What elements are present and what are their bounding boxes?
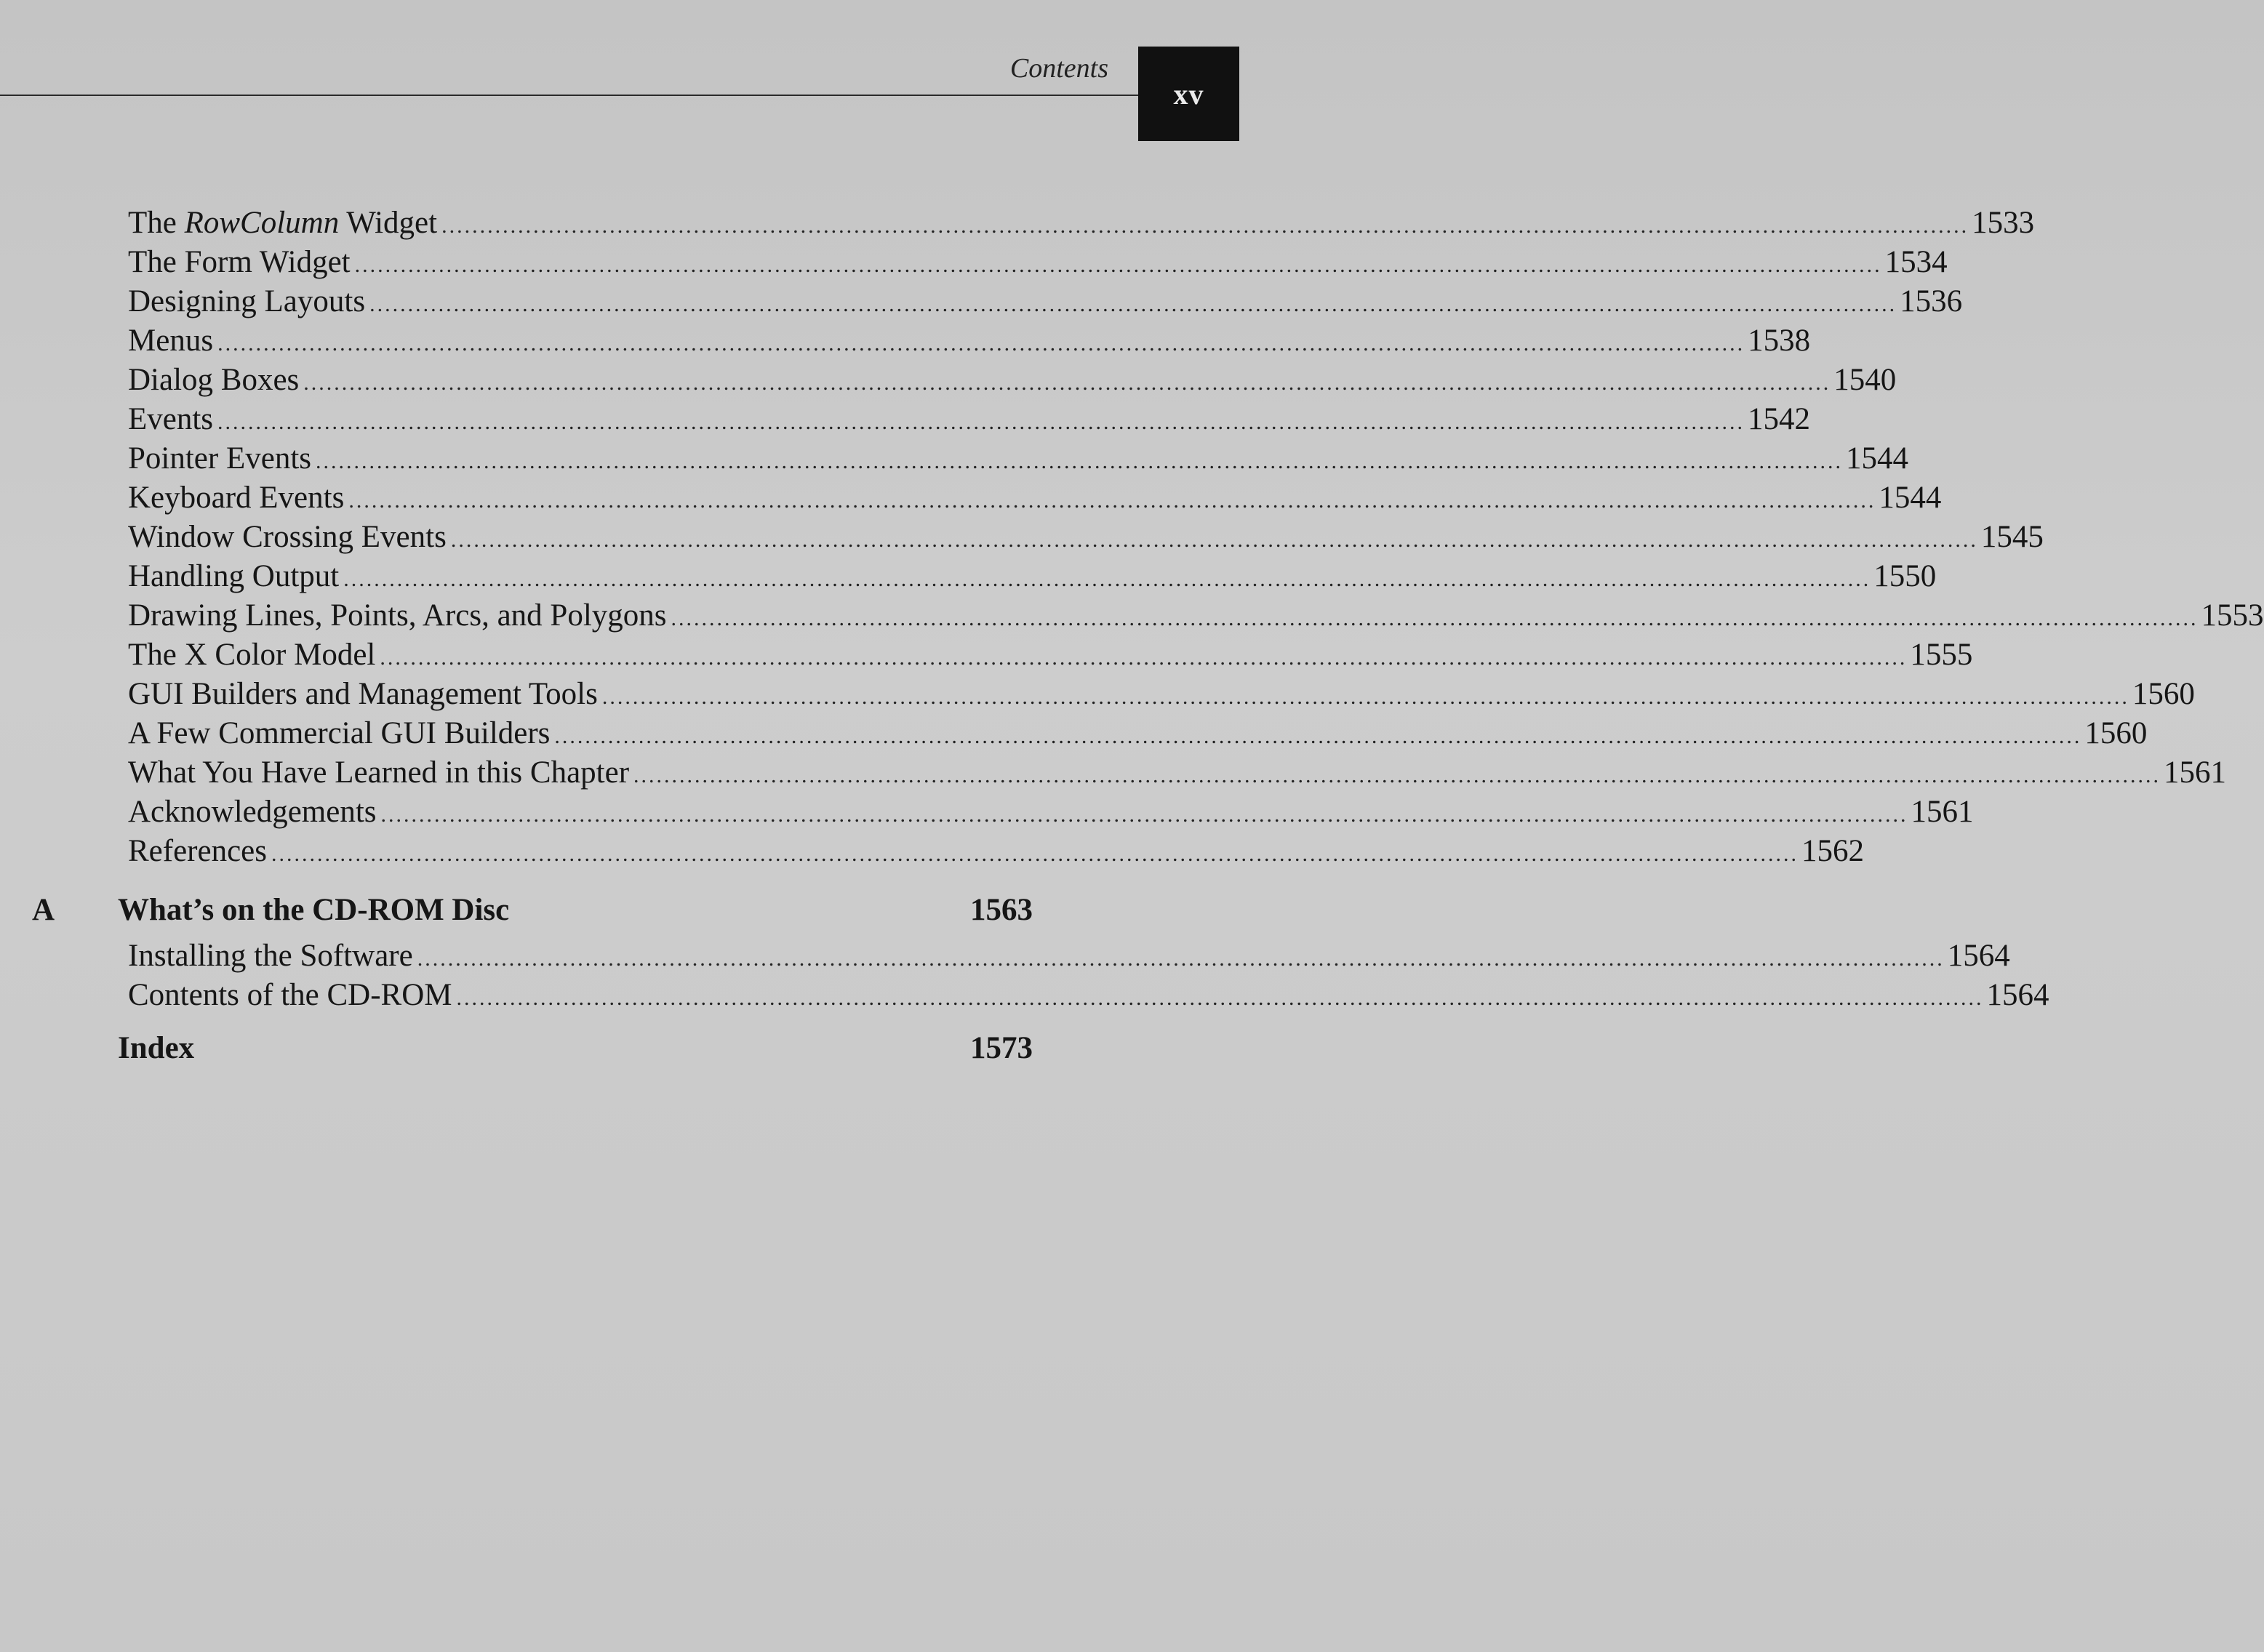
- dot-leader: ........................................................................................................................................................................................................: [633, 763, 2161, 787]
- dot-leader: ........................................................................................................................................................................................................: [417, 947, 1945, 971]
- toc-entry[interactable]: [128, 243, 1948, 282]
- toc-entry-title: GUI Builders and Management Tools: [128, 677, 598, 711]
- appendix-title: What’s on the CD-ROM Disc: [118, 893, 510, 927]
- dot-leader: ........................................................................................................................................................................................................: [450, 528, 1978, 552]
- toc-entry-page: 1534: [1884, 245, 1948, 279]
- toc-entry-title: Installing the Software: [128, 939, 413, 973]
- toc-entry-page: 1561: [1911, 795, 1974, 829]
- header-rule: [0, 95, 1138, 96]
- toc-entry[interactable]: [128, 976, 2049, 1015]
- toc-entry-title: Designing Layouts: [128, 284, 366, 318]
- dot-leader: ........................................................................................................................................................................................................: [380, 646, 1908, 670]
- appendix-letter: A: [32, 893, 55, 927]
- dot-leader: ........................................................................................................................................................................................................: [217, 410, 1745, 434]
- index-heading[interactable]: [0, 1027, 1033, 1070]
- toc-entry-page: 1540: [1833, 363, 1897, 397]
- dot-leader: ........................................................................................................................................................................................................: [441, 214, 1969, 238]
- page-number: xv: [1173, 77, 1204, 111]
- toc-entry-page: 1545: [1980, 520, 2044, 554]
- dot-leader: ........................................................................................................................................................................................................: [671, 606, 2199, 630]
- toc-entry-title: References: [128, 834, 267, 868]
- toc-entry-title: Handling Output: [128, 559, 340, 593]
- toc-entry[interactable]: [128, 204, 2035, 243]
- dot-leader: ........................................................................................................................................................................................................: [303, 371, 1831, 395]
- toc-entry-page: 1564: [1986, 978, 2049, 1012]
- dot-leader: ........................................................................................................................................................................................................: [456, 986, 1984, 1010]
- toc-entry-title: Dialog Boxes: [128, 363, 300, 397]
- toc-entry-page: 1538: [1748, 324, 1811, 358]
- toc-entry[interactable]: [128, 478, 1942, 518]
- toc-entry[interactable]: [128, 635, 1973, 675]
- toc-entry-page: 1542: [1748, 402, 1811, 436]
- toc-entry-page: 1544: [1879, 481, 1942, 515]
- toc-entry-page: 1562: [1801, 834, 1864, 868]
- toc-entry-title: The RowColumn Widget: [128, 206, 438, 240]
- toc-entry[interactable]: [128, 439, 1908, 478]
- toc-entry-title: Drawing Lines, Points, Arcs, and Polygons: [128, 598, 667, 633]
- toc-entry[interactable]: [128, 793, 1974, 832]
- toc-entry-title: A Few Commercial GUI Builders: [128, 716, 551, 750]
- toc-entry-title: Menus: [128, 324, 214, 358]
- dot-leader: ........................................................................................................................................................................................................: [380, 803, 1908, 827]
- appendix-page: 1563: [970, 893, 1033, 927]
- dot-leader: ........................................................................................................................................................................................................: [354, 253, 1882, 277]
- toc-entry-title: The Form Widget: [128, 245, 351, 279]
- toc-entry-title: Events: [128, 402, 214, 436]
- toc-entry-page: 1561: [2164, 755, 2227, 790]
- toc-entry[interactable]: [128, 937, 2010, 976]
- toc-entry[interactable]: [128, 321, 1811, 361]
- toc-entry-title: Pointer Events: [128, 441, 311, 476]
- toc-entry-title: Acknowledgements: [128, 795, 377, 829]
- toc-entry[interactable]: [128, 557, 1937, 596]
- toc-entry-page: 1564: [1947, 939, 2010, 973]
- toc-entry[interactable]: [128, 400, 1811, 439]
- toc-entry[interactable]: [128, 714, 2148, 753]
- toc-entry-page: 1555: [1910, 638, 1973, 672]
- page-number-tab: [1138, 47, 1239, 141]
- toc-entry-page: 1550: [1873, 559, 1937, 593]
- index-page: 1573: [970, 1031, 1033, 1065]
- toc-entry[interactable]: [128, 282, 1963, 321]
- toc-entry-page: 1533: [1972, 206, 2035, 240]
- appendix-heading[interactable]: [0, 889, 1033, 932]
- dot-leader: ........................................................................................................................................................................................................: [217, 332, 1745, 356]
- toc-entry[interactable]: [128, 596, 2264, 635]
- toc-entry-page: 1553: [2201, 598, 2264, 633]
- dot-leader: ........................................................................................................................................................................................................: [343, 567, 1871, 591]
- toc-entry-title: Contents of the CD-ROM: [128, 978, 452, 1012]
- toc-entry[interactable]: [128, 361, 1897, 400]
- dot-leader: ........................................................................................................................................................................................................: [601, 685, 2129, 709]
- toc-entry-title: What You Have Learned in this Chapter: [128, 755, 630, 790]
- index-title: Index: [118, 1031, 195, 1065]
- toc-entry-title: Window Crossing Events: [128, 520, 447, 554]
- toc-entry-title: Keyboard Events: [128, 481, 345, 515]
- dot-leader: ........................................................................................................................................................................................................: [316, 449, 1843, 473]
- dot-leader: ........................................................................................................................................................................................................: [271, 842, 1799, 866]
- toc-entry-page: 1560: [2132, 677, 2195, 711]
- toc-entry[interactable]: [128, 518, 2044, 557]
- dot-leader: ........................................................................................................................................................................................................: [348, 489, 1876, 513]
- toc-entry[interactable]: [128, 675, 2195, 714]
- toc-entry[interactable]: [128, 753, 2227, 793]
- toc-entry-page: 1560: [2084, 716, 2148, 750]
- dot-leader: ........................................................................................................................................................................................................: [554, 724, 2082, 748]
- toc-entry-title: The X Color Model: [128, 638, 376, 672]
- toc-entry[interactable]: [128, 832, 1864, 871]
- toc-entry-page: 1536: [1900, 284, 1963, 318]
- dot-leader: ........................................................................................................................................................................................................: [369, 292, 1897, 316]
- running-head: Contents: [1009, 53, 1108, 84]
- toc-entry-page: 1544: [1846, 441, 1908, 476]
